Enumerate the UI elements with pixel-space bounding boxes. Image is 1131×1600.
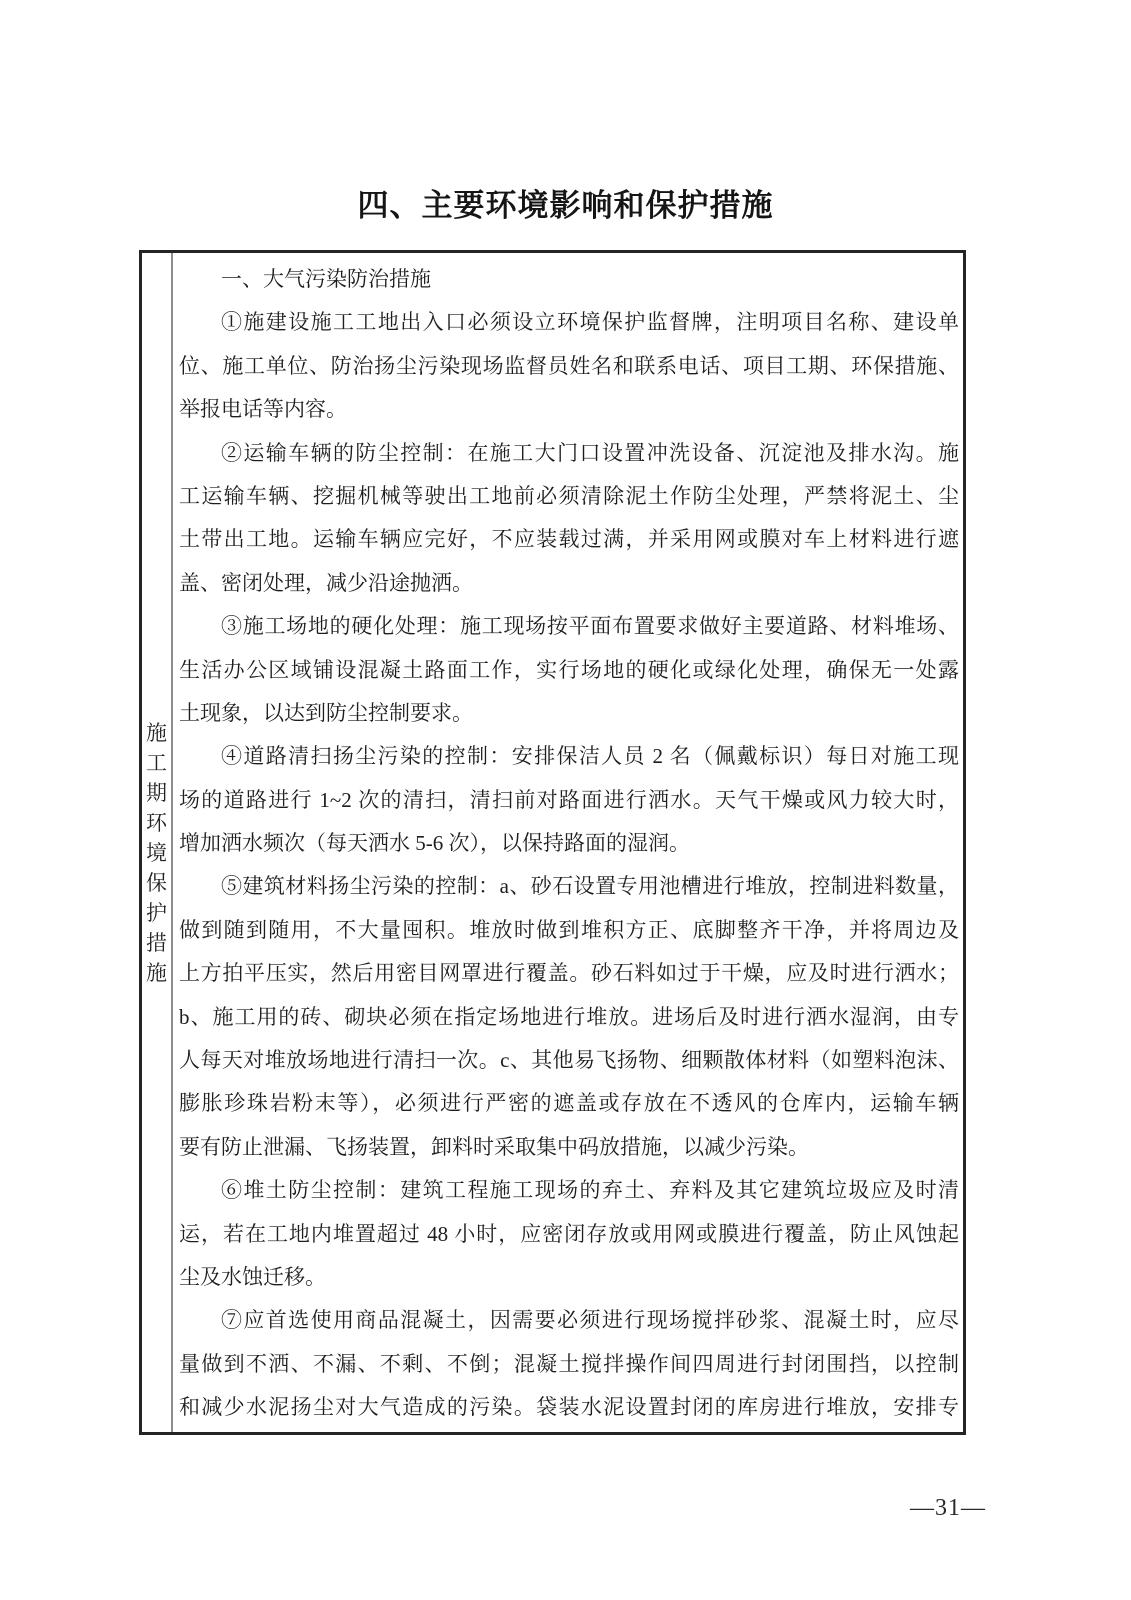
text-line: ①施建设施工工地出入口必须设立环境保护监督牌，注明项目名称、建设单 <box>221 310 959 335</box>
row-header-char: 施 <box>146 720 167 745</box>
row-header-char: 施 <box>146 960 167 985</box>
row-header-char: 措 <box>146 930 167 955</box>
text-line: 场的道路进行 1~2 次的清扫，清扫前对路面进行洒水。天气干燥或风力较大时， <box>179 787 959 812</box>
text-line: 土带出工地。运输车辆应完好，不应装载过满，并采用网或膜对车上材料进行遮 <box>179 527 959 552</box>
row-header-char: 工 <box>146 750 167 775</box>
row-header-cell <box>142 253 173 1432</box>
text-line: 生活办公区域铺设混凝土路面工作，实行场地的硬化或绿化处理，确保无一处露 <box>179 657 959 682</box>
text-line: 人每天对堆放场地进行清扫一次。c、其他易飞扬物、细颗散体材料（如塑料泡沫、 <box>179 1048 959 1073</box>
page-number: —31— <box>910 1495 986 1521</box>
text-line: 尘及水蚀迁移。 <box>179 1264 326 1289</box>
measures-table <box>139 250 966 1435</box>
text-line: 工运输车辆、挖掘机械等驶出工地前必须清除泥土作防尘处理，严禁将泥土、尘 <box>179 483 959 508</box>
row-header-char: 境 <box>146 840 167 865</box>
text-line: 膨胀珍珠岩粉末等），必须进行严密的遮盖或存放在不透风的仓库内，运输车辆 <box>179 1091 959 1116</box>
content-cell <box>173 253 963 1432</box>
text-line: 和减少水泥扬尘对大气造成的污染。袋装水泥设置封闭的库房进行堆放，安排专 <box>179 1395 959 1420</box>
text-line: 运，若在工地内堆置超过 48 小时，应密闭存放或用网或膜进行覆盖，防止风蚀起 <box>179 1221 959 1246</box>
text-line: ④道路清扫扬尘污染的控制：安排保洁人员 2 名（佩戴标识）每日对施工现 <box>221 744 959 769</box>
text-line: b、施工用的砖、砌块必须在指定场地进行堆放。进场后及时进行洒水湿润，由专 <box>179 1004 959 1029</box>
text-line: 要有防止泄漏、飞扬装置，卸料时采取集中码放措施，以减少污染。 <box>179 1134 809 1159</box>
row-header-char: 护 <box>146 900 167 925</box>
text-line: 上方拍平压实，然后用密目网罩进行覆盖。砂石料如过于干燥，应及时进行洒水； <box>179 961 959 986</box>
page-title: 四、主要环境影响和保护措施 <box>357 188 774 223</box>
text-line: 盖、密闭处理，减少沿途抛洒。 <box>179 570 473 595</box>
text-line: 一、大气污染防治措施 <box>221 267 431 291</box>
text-line: ⑥堆土防尘控制：建筑工程施工现场的弃土、弃料及其它建筑垃圾应及时清 <box>221 1178 959 1203</box>
text-line: ③施工场地的硬化处理：施工现场按平面布置要求做好主要道路、材料堆场、 <box>221 614 959 639</box>
row-header-char: 环 <box>146 810 167 835</box>
text-line: ⑦应首选使用商品混凝土，因需要必须进行现场搅拌砂浆、混凝土时，应尽 <box>221 1308 959 1333</box>
row-header-char: 保 <box>146 870 167 895</box>
text-line: 位、施工单位、防治扬尘污染现场监督员姓名和联系电话、项目工期、环保措施、 <box>179 353 959 378</box>
text-line: 量做到不洒、不漏、不剩、不倒；混凝土搅拌操作间四周进行封闭围挡，以控制 <box>179 1351 959 1376</box>
text-line: 举报电话等内容。 <box>179 397 347 422</box>
text-line: ②运输车辆的防尘控制：在施工大门口设置冲洗设备、沉淀池及排水沟。施 <box>221 440 959 465</box>
text-line: ⑤建筑材料扬尘污染的控制：a、砂石设置专用池槽进行堆放，控制进料数量， <box>221 874 959 899</box>
row-header-label <box>146 717 167 985</box>
text-line: 土现象，以达到防尘控制要求。 <box>179 700 473 725</box>
row-header-char: 期 <box>146 780 167 805</box>
text-line: 做到随到随用，不大量囤积。堆放时做到堆积方正、底脚整齐干净，并将周边及 <box>179 917 959 942</box>
text-line: 增加洒水频次（每天洒水 5-6 次），以保持路面的湿润。 <box>179 831 690 856</box>
